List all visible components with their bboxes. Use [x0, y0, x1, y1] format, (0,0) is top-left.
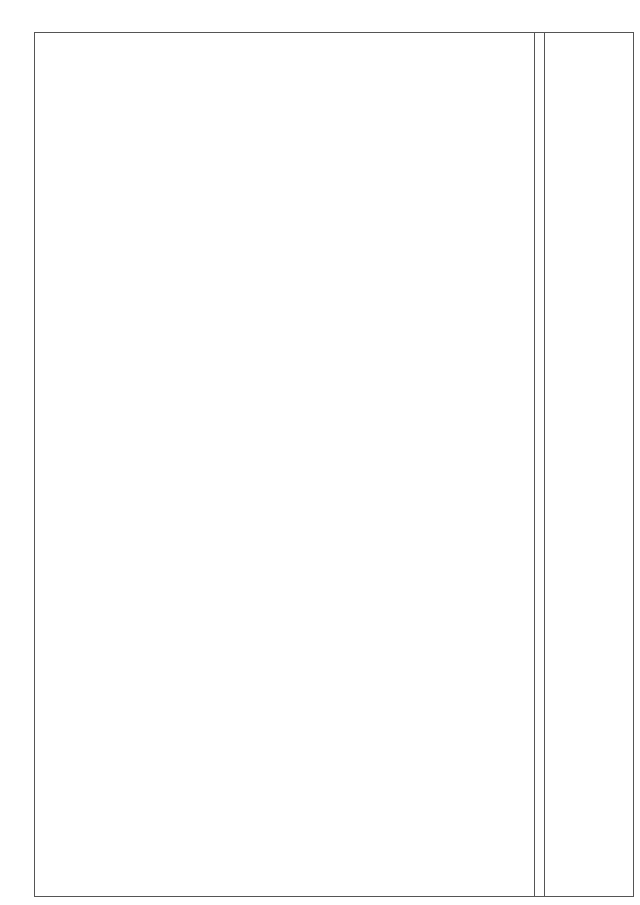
column-number-row [534, 33, 545, 896]
repair-plan-table [34, 32, 634, 897]
rotated-table-viewport [34, 32, 634, 897]
table-header [544, 33, 633, 896]
